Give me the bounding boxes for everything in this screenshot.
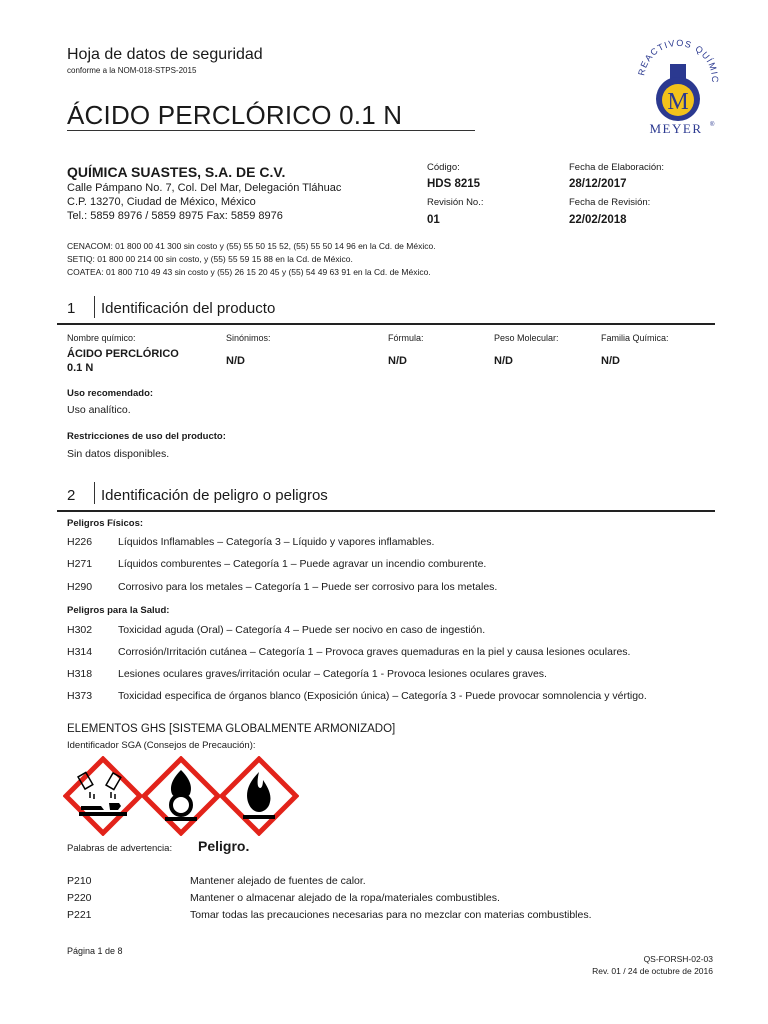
hazard-statement: Corrosión/Irritación cutánea – Categoría 1 – Provoca graves quemaduras en la piel y causa lesiones oculares. [118,646,631,658]
peligros-salud-label: Peligros para la Salud: [67,605,170,616]
logo-registered: ® [710,122,715,128]
fecha-revision-label: Fecha de Revisión: [569,197,651,208]
form-code: QS-FORSH-02-03 [643,954,713,964]
sinonimos-value: N/D [226,355,245,367]
formula-value: N/D [388,355,407,367]
form-revision: Rev. 01 / 24 de octubre de 2016 [592,966,713,976]
hazard-code: H373 [67,690,93,702]
section-title: Identificación del producto [101,300,276,317]
hazard-statement: Líquidos comburentes – Categoría 1 – Puede agravar un incendio comburente. [118,558,487,570]
fecha-revision-value: 22/02/2018 [569,214,627,226]
ghs-subheading: Identificador SGA (Consejos de Precaución): [67,740,256,751]
peso-molecular-label: Peso Molecular: [494,333,559,343]
company-address-line: C.P. 13270, Ciudad de México, México [67,196,256,208]
hazard-statement: Toxicidad especifica de órganos blanco (Exposición única) – Categoría 3 - Puede provocar somnolencia y vértigo. [118,690,647,702]
hazard-statement: Toxicidad aguda (Oral) – Categoría 4 – Puede ser nocivo en caso de ingestión. [118,624,486,636]
contact-line: CENACOM: 01 800 00 41 300 sin costo y (55) 55 50 15 52, (55) 55 50 14 96 en la Cd. de México. [67,241,436,251]
signal-word-label: Palabras de advertencia: [67,843,173,854]
precaution-code: P221 [67,909,92,921]
hazard-code: H226 [67,536,93,548]
revision-value: 01 [427,214,440,226]
section-number: 2 [67,487,76,504]
restricciones-label: Restricciones de uso del producto: [67,431,226,442]
elaboracion-label: Fecha de Elaboración: [569,162,665,173]
company-phone-line: Tel.: 5859 8976 / 5859 8975 Fax: 5859 8976 [67,210,283,222]
hazard-code: H302 [67,624,93,636]
product-title: ÁCIDO PERCLÓRICO 0.1 N [67,100,403,130]
precaution-statement: Tomar todas las precauciones necesarias para no mezclar con materias combustibles. [190,909,592,921]
revision-label: Revisión No.: [427,197,484,208]
section-title: Identificación de peligro o peligros [101,487,328,504]
uso-recomendado-value: Uso analítico. [67,404,131,416]
company-address-line: Calle Pámpano No. 7, Col. Del Mar, Delegación Tláhuac [67,182,342,194]
nombre-quimico-value: 0.1 N [67,362,94,374]
document-title: Hoja de datos de seguridad [67,46,263,63]
precaution-statement: Mantener o almacenar alejado de la ropa/materiales combustibles. [190,892,500,904]
hazard-statement: Líquidos Inflamables – Categoría 3 – Líquido y vapores inflamables. [118,536,435,548]
peso-molecular-value: N/D [494,355,513,367]
peligros-fisicos-label: Peligros Físicos: [67,518,144,529]
logo-letter: M [667,89,689,115]
logo-arc-text: REACTIVOS QUÍMIC [636,37,721,84]
precaution-statement: Mantener alejado de fuentes de calor. [190,875,366,887]
section-number: 1 [67,300,76,317]
precaution-code: P210 [67,875,92,887]
familia-quimica-label: Familia Química: [601,333,669,343]
contact-line: SETIQ: 01 800 00 214 00 sin costo, y (55) 55 59 15 88 en la Cd. de México. [67,254,353,264]
hazard-code: H290 [67,581,93,593]
page-number: Página 1 de 8 [67,946,123,956]
section-divider [94,296,95,318]
nombre-quimico-value: ÁCIDO PERCLÓRICO [67,348,179,360]
contact-line: COATEA: 01 800 710 49 43 sin costo y (55) 26 15 20 45 y (55) 54 49 63 91 en la Cd. de México. [67,267,431,277]
hazard-statement: Lesiones oculares graves/irritación ocular – Categoría 1 - Provoca lesiones oculares graves. [118,668,547,680]
restricciones-value: Sin datos disponibles. [67,448,170,460]
elaboracion-value: 28/12/2017 [569,178,627,190]
section-rule [57,323,715,325]
meyer-logo-graphic [632,36,724,136]
signal-word-value: Peligro. [198,838,250,854]
flammable-pictogram [219,756,299,836]
sinonimos-label: Sinónimos: [226,333,271,343]
precaution-code: P220 [67,892,92,904]
section-divider [94,482,95,504]
document-subtitle: conforme a la NOM-018-STPS-2015 [67,66,197,75]
corrosion-pictogram [63,756,143,836]
section-rule [57,510,715,512]
codigo-label: Código: [427,162,460,173]
ghs-heading: ELEMENTOS GHS [SISTEMA GLOBALMENTE ARMONIZADO] [67,723,396,735]
uso-recomendado-label: Uso recomendado: [67,388,154,399]
formula-label: Fórmula: [388,333,424,343]
hazard-code: H271 [67,558,93,570]
codigo-value: HDS 8215 [427,178,481,190]
title-underline [67,130,475,131]
logo-brand: MEYER [649,121,703,136]
hazard-code: H314 [67,646,93,658]
meyer-logo [632,36,724,136]
company-name: QUÍMICA SUASTES, S.A. DE C.V. [67,164,286,180]
oxidizer-pictogram [141,756,221,836]
hazard-code: H318 [67,668,93,680]
nombre-quimico-label: Nombre químico: [67,333,136,343]
familia-quimica-value: N/D [601,355,620,367]
hazard-statement: Corrosivo para los metales – Categoría 1 – Puede ser corrosivo para los metales. [118,581,498,593]
